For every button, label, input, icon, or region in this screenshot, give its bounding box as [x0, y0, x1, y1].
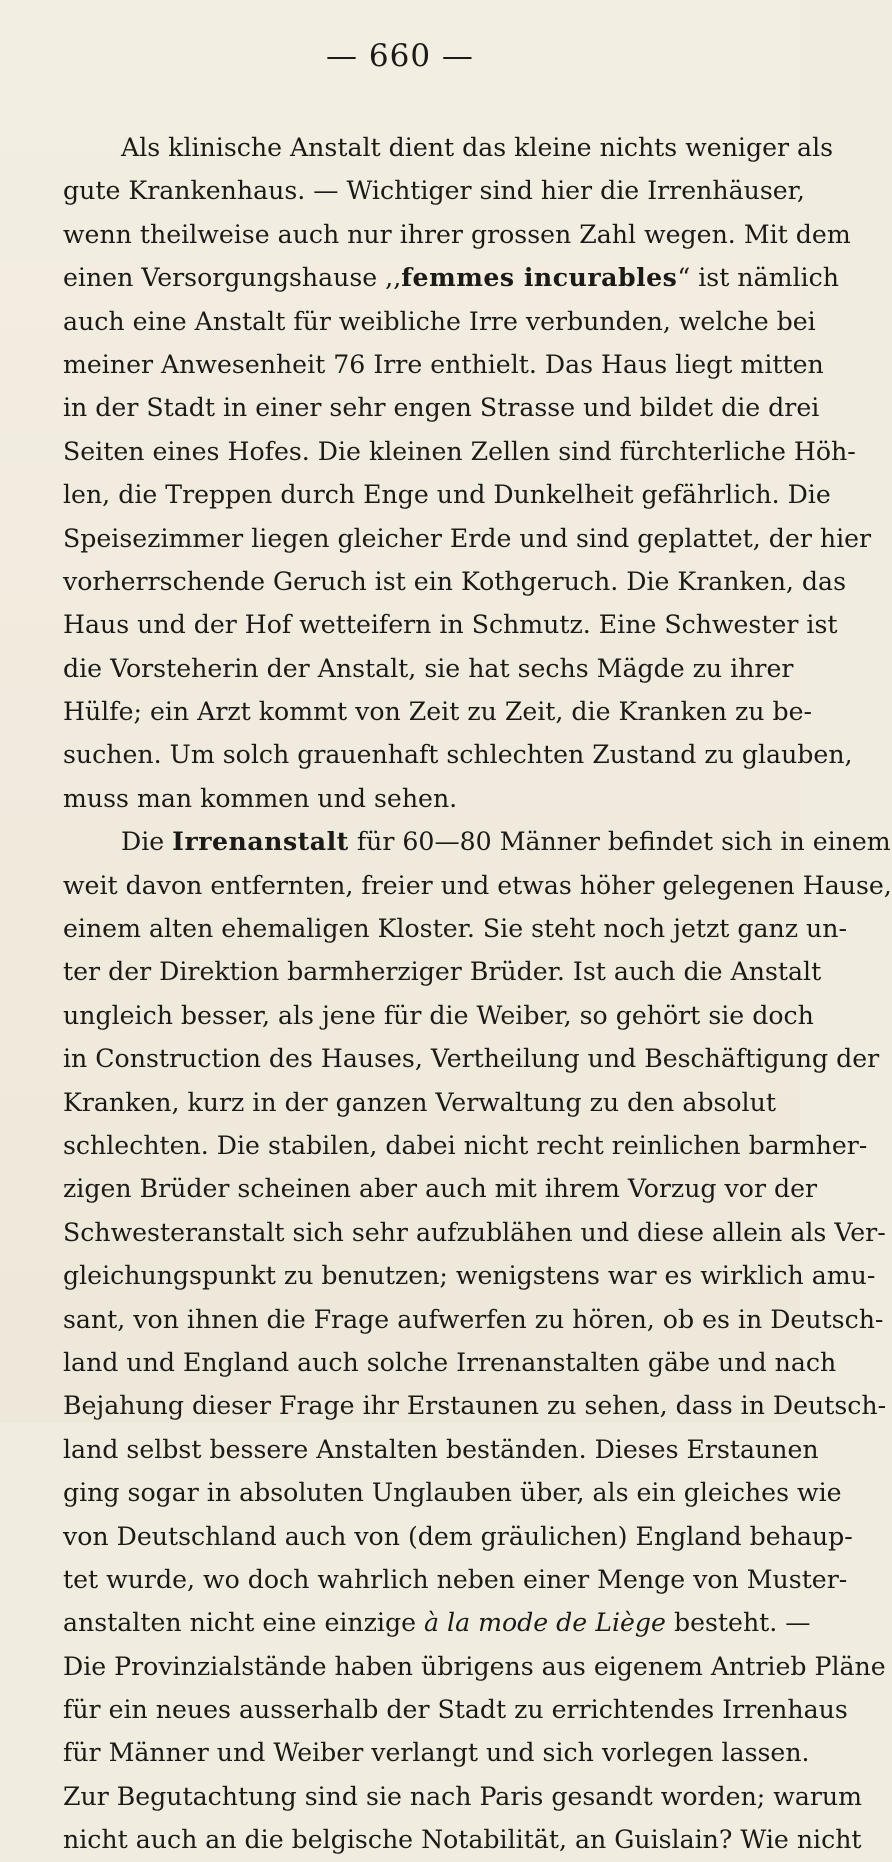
line-text: vorherrschende Geruch ist ein Kothgeruch. Die Kranken, das — [63, 566, 846, 596]
line-text: len, die Treppen durch Enge und Dunkelheit gefährlich. Die — [63, 480, 831, 510]
text-line — [63, 473, 831, 516]
line-text: suchen. Um solch grauenhaft schlechten Zustand zu glauben, — [63, 740, 853, 770]
text-line — [63, 256, 839, 299]
line-text: anstalten nicht eine einzige — [63, 1608, 424, 1638]
line-text: ter der Direktion barmherziger Brüder. Ist auch die Anstalt — [63, 957, 822, 987]
line-text: in der Stadt in einer sehr engen Strasse und bildet die drei — [63, 393, 820, 423]
line-text: sant, von ihnen die Frage aufwerfen zu hören, ob es in Deutsch- — [63, 1304, 884, 1334]
line-text: Als klinische Anstalt dient das kleine nichts weniger als — [121, 133, 834, 162]
text-line — [63, 647, 794, 690]
text-line — [63, 1167, 818, 1210]
text-line — [63, 126, 834, 169]
text-line — [63, 733, 853, 776]
line-text: “ ist nämlich — [677, 263, 839, 293]
line-text: land und England auch solche Irrenanstalten gäbe und nach — [63, 1347, 837, 1377]
text-line — [63, 1688, 848, 1731]
text-line — [63, 1124, 868, 1167]
line-text: die Vorsteherin der Anstalt, sie hat sechs Mägde zu ihrer — [63, 653, 794, 683]
line-text: für Männer und Weiber verlangt und sich vorlegen lassen. — [63, 1738, 810, 1768]
line-text: Kranken, kurz in der ganzen Verwaltung zu den absolut — [63, 1087, 776, 1117]
text-line — [63, 300, 816, 343]
text-line — [63, 386, 820, 429]
text-line — [63, 1471, 842, 1514]
page-number: — 660 — — [326, 38, 474, 74]
line-text: besteht. — — [665, 1608, 811, 1638]
text-line — [63, 517, 872, 560]
text-line — [63, 1037, 880, 1080]
emphasized-term: femmes incurables — [401, 262, 678, 293]
text-line — [63, 1818, 862, 1861]
text-line — [63, 169, 805, 212]
text-line — [63, 1428, 819, 1471]
line-text: Die Provinzialstände haben übrigens aus eigenem Antrieb Pläne — [63, 1651, 886, 1681]
text-line — [63, 994, 814, 1037]
text-line — [63, 1558, 848, 1601]
line-text: Seiten eines Hofes. Die kleinen Zellen sind fürchterliche Höh- — [63, 436, 856, 466]
line-text: Haus und der Hof wetteifern in Schmutz. Eine Schwester ist — [63, 610, 838, 640]
text-line — [63, 1081, 776, 1124]
line-text: Bejahung dieser Frage ihr Erstaunen zu sehen, dass in Deutsch- — [63, 1391, 887, 1421]
line-text: in Construction des Hauses, Vertheilung und Beschäftigung der — [63, 1044, 880, 1074]
line-text: einem alten ehemaligen Kloster. Sie steht noch jetzt ganz un- — [63, 914, 847, 944]
text-line — [63, 777, 772, 820]
text-line — [63, 1601, 811, 1644]
text-line — [63, 1731, 810, 1774]
line-text: von Deutschland auch von (dem gräulichen) England behaup- — [63, 1521, 853, 1551]
line-text: gleichungspunkt zu benutzen; wenigstens war es wirklich amu- — [63, 1261, 876, 1291]
body-text — [63, 126, 892, 1862]
text-line — [63, 1515, 853, 1558]
text-line — [63, 603, 838, 646]
line-text: zigen Brüder scheinen aber auch mit ihrem Vorzug vor der — [63, 1174, 818, 1204]
line-text: tet wurde, wo doch wahrlich neben einer Menge von Muster- — [63, 1564, 848, 1594]
text-line — [63, 820, 891, 863]
line-text: Speisezimmer liegen gleicher Erde und sind geplattet, der hier — [63, 523, 872, 553]
text-line — [63, 213, 851, 256]
line-text: auch eine Anstalt für weibliche Irre verbunden, welche bei — [63, 306, 816, 336]
text-line — [63, 1384, 887, 1427]
line-text: ungleich besser, als jene für die Weiber, so gehört sie doch — [63, 1000, 814, 1030]
text-line — [63, 430, 856, 473]
line-text: muss man kommen und sehen. — [63, 783, 458, 813]
text-line — [63, 560, 846, 603]
text-line — [63, 1775, 863, 1818]
line-text: schlechten. Die stabilen, dabei nicht recht reinlichen barmher- — [63, 1130, 868, 1160]
text-line — [63, 690, 813, 733]
emphasized-term: Irrenanstalt — [172, 826, 349, 857]
line-text: meiner Anwesenheit 76 Irre enthielt. Das Haus liegt mitten — [63, 349, 824, 379]
text-line — [63, 950, 822, 993]
text-line — [63, 343, 824, 386]
italic-phrase: à la mode de Liège — [424, 1608, 666, 1638]
text-line — [63, 864, 892, 907]
line-text: land selbst bessere Anstalten beständen. Dieses Erstaunen — [63, 1434, 819, 1464]
line-text: für ein neues ausserhalb der Stadt zu errichtendes Irrenhaus — [63, 1695, 848, 1725]
text-line — [63, 1211, 886, 1254]
line-text: Hülfe; ein Arzt kommt von Zeit zu Zeit, die Kranken zu be- — [63, 697, 813, 727]
line-text: einen Versorgungshause ,, — [63, 263, 402, 293]
line-text: weit davon entfernten, freier und etwas höher gelegenen Hause, — [63, 870, 892, 900]
line-text: nicht auch an die belgische Notabilität, an Guislain? Wie nicht — [63, 1825, 862, 1855]
line-text: Schwesteranstalt sich sehr aufzublähen und diese allein als Ver- — [63, 1217, 886, 1247]
line-text: ging sogar in absoluten Unglauben über, als ein gleiches wie — [63, 1478, 842, 1508]
text-line — [63, 1254, 876, 1297]
line-text: Die — [121, 827, 173, 857]
text-line — [63, 1298, 884, 1341]
line-text: wenn theilweise auch nur ihrer grossen Zahl wegen. Mit dem — [63, 219, 851, 249]
line-text: für 60—80 Männer befindet sich in einem — [348, 827, 891, 857]
text-line — [63, 1645, 886, 1688]
line-text: gute Krankenhaus. — Wichtiger sind hier die Irrenhäuser, — [63, 176, 805, 206]
line-text: Zur Begutachtung sind sie nach Paris gesandt worden; warum — [63, 1781, 863, 1811]
text-line — [63, 907, 847, 950]
text-line — [63, 1341, 837, 1384]
